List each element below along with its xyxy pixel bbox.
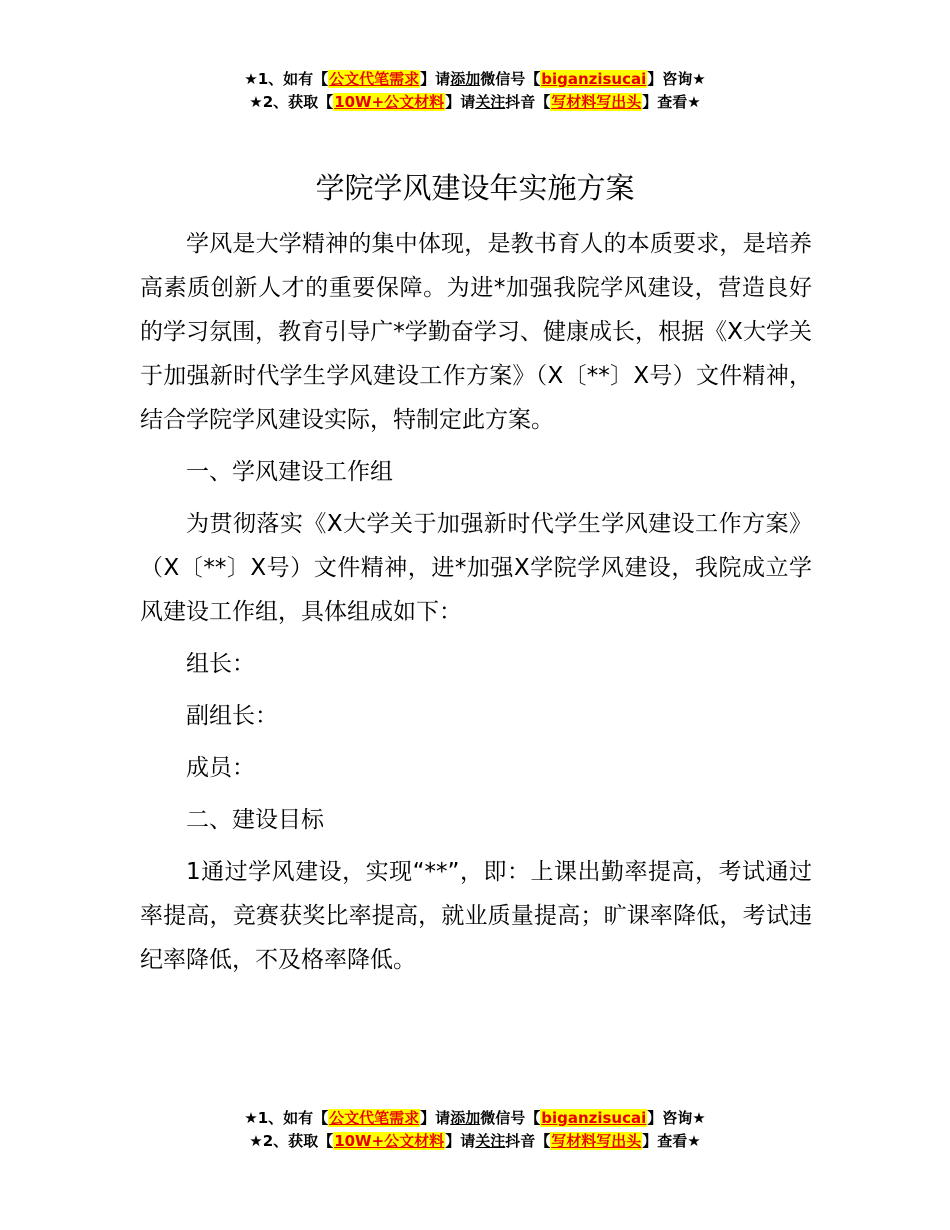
banner-highlight: biganzisucai	[541, 70, 647, 88]
header-banner	[0, 68, 950, 114]
members-line: 成员：	[186, 755, 255, 781]
banner-line-2	[0, 91, 950, 114]
banner-underlined-text: 添加	[450, 70, 481, 88]
banner-underlined-text: 关注	[475, 93, 506, 111]
banner-text: 】请	[445, 1132, 476, 1150]
banner-line-2	[0, 1130, 950, 1153]
paragraph-intro: 学风是大学精神的集中体现，是教书育人的本质要求，是培养高素质创新人才的重要保障。为进*加强我院学风建设，营造良好的学习氛围，教育引导广*学勤奋学习、健康成长，根据《X大学关于加强新时代学生学风建设工作方案》（X〔**〕X号）文件精神，结合学院学风建设实际，特制定此方案。	[140, 231, 812, 433]
banner-text: 】查看★	[642, 1132, 701, 1150]
banner-underlined-text: 关注	[475, 1132, 506, 1150]
paragraph-goals: 1通过学风建设，实现“**”，即：上课出勤率提高，考试通过率提高，竞赛获奖比率提高，就业质量提高；旷课率降低，考试违纪率降低，不及格率降低。	[140, 859, 812, 973]
banner-highlight: biganzisucai	[541, 1109, 647, 1127]
banner-highlight: 10W+公文材料	[334, 93, 445, 111]
banner-text: 微信号【	[480, 1109, 541, 1127]
banner-text: 】查看★	[642, 93, 701, 111]
paragraph-working-group: 为贯彻落实《X大学关于加强新时代学生学风建设工作方案》（X〔**〕X号）文件精神，进*加强X学院学风建设，我院成立学风建设工作组，具体组成如下：	[140, 511, 812, 625]
document-body	[140, 222, 812, 990]
banner-text: ★1、如有【	[244, 1109, 329, 1127]
banner-text: ★2、获取【	[249, 93, 334, 111]
banner-text: 抖音【	[505, 93, 551, 111]
banner-highlight: 公文代笔需求	[329, 1109, 420, 1127]
group-leader-line: 组长：	[186, 651, 255, 677]
banner-highlight: 公文代笔需求	[329, 70, 420, 88]
banner-highlight: 写材料写出头	[551, 93, 642, 111]
banner-text: 】请	[445, 93, 476, 111]
footer-banner	[0, 1107, 950, 1153]
banner-text: 抖音【	[505, 1132, 551, 1150]
section-heading-2: 二、建设目标	[186, 807, 324, 833]
banner-text: 】请	[420, 70, 451, 88]
banner-highlight: 10W+公文材料	[334, 1132, 445, 1150]
banner-highlight: 写材料写出头	[551, 1132, 642, 1150]
section-heading-1: 一、学风建设工作组	[186, 459, 393, 485]
banner-text: ★1、如有【	[244, 70, 329, 88]
banner-text: 】咨询★	[647, 1109, 706, 1127]
document-title: 学院学风建设年实施方案	[315, 171, 635, 205]
banner-line-1	[0, 1107, 950, 1130]
banner-text: 】请	[420, 1109, 451, 1127]
banner-underlined-text: 添加	[450, 1109, 481, 1127]
banner-text: ★2、获取【	[249, 1132, 334, 1150]
banner-text: 微信号【	[480, 70, 541, 88]
banner-line-1	[0, 68, 950, 91]
banner-text: 】咨询★	[647, 70, 706, 88]
deputy-leader-line: 副组长：	[186, 703, 278, 729]
